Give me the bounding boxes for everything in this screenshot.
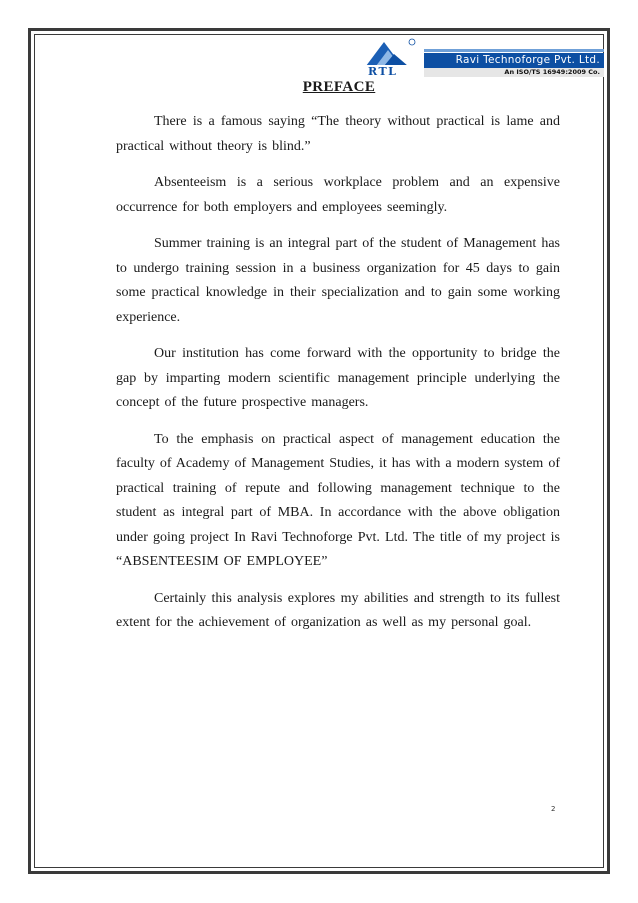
paragraph-5: To the emphasis on practical aspect of management education the faculty of Academy of Management Studies, it has with a modern system of practical training of repute and following management technique to the student as integral part of MBA. In accordance with the above obligation under going project In Ravi Technoforge Pvt. Ltd. The title of my project is “ABSENTEESIM OF EMPLOYEE” — [116, 431, 560, 569]
paragraph-6: Certainly this analysis explores my abilities and strength to its fullest extent for the achievement of organization as well as my personal goal. — [116, 590, 560, 630]
paragraph-2: Absenteeism is a serious workplace problem and an expensive occurrence for both employers and employees seemingly. — [116, 175, 560, 215]
logo-mark-text: RTL — [368, 65, 398, 76]
logo-company-name: Ravi Technoforge Pvt. Ltd. — [424, 53, 604, 68]
paragraph-4: Our institution has come forward with the opportunity to bridge the gap by imparting modern scientific management principle underlying the concept of the future prospective managers. — [116, 346, 560, 410]
preface-body — [116, 110, 560, 648]
logo-certification: An ISO/TS 16949:2009 Co. — [424, 68, 604, 77]
page-title: PREFACE — [302, 79, 376, 95]
logo-accent-line — [424, 49, 604, 52]
paragraph-1: There is a famous saying “The theory without practical is lame and practical without theory is blind.” — [116, 114, 560, 154]
paragraph-3: Summer training is an integral part of the student of Management has to undergo training session in a business organization for 45 days to gain some practical knowledge in their specialization and to gain some working experience. — [116, 236, 560, 325]
page-number: 2 — [551, 805, 556, 813]
company-logo — [362, 36, 606, 76]
rtl-logo-mark-icon — [362, 36, 420, 76]
